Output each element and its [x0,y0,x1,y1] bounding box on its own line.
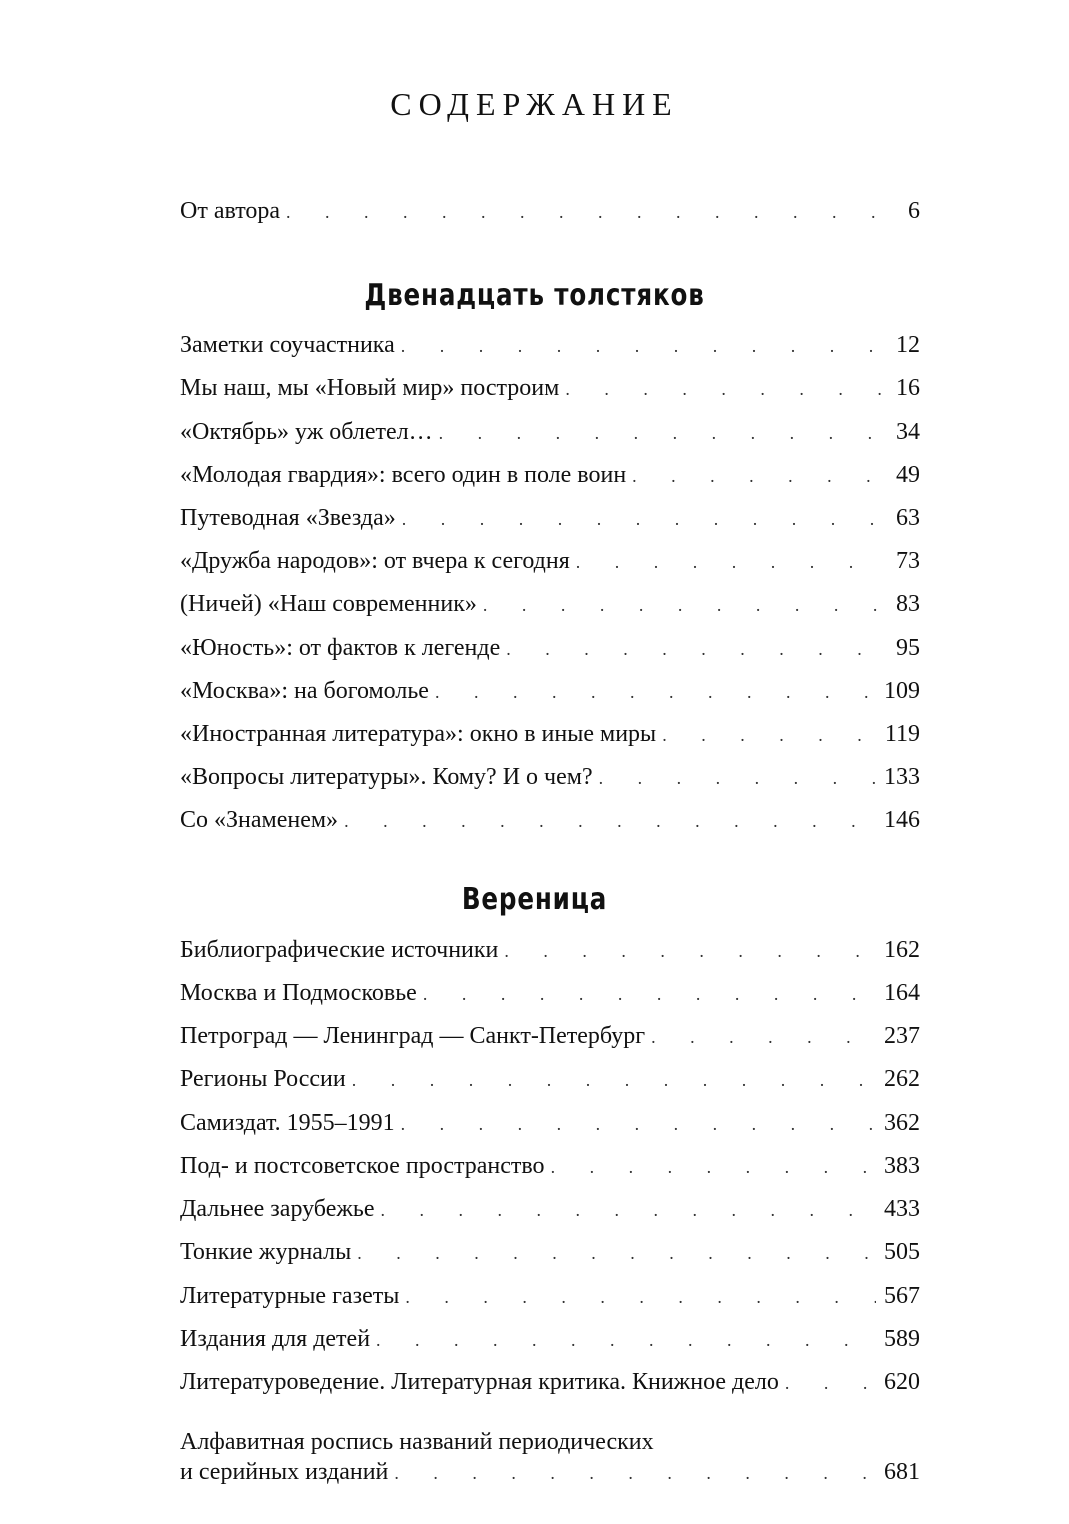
toc-entry[interactable] [180,719,920,750]
entry-title: (Ничей) «Наш современник» [180,591,477,617]
entry-title: Дальнее зарубежье [180,1196,375,1222]
dot-leader [376,1325,876,1355]
entry-title: Москва и Подмосковье [180,980,417,1006]
dot-leader [402,504,888,534]
dot-leader [632,461,888,491]
entry-page: 6 [908,198,920,224]
toc-entry[interactable] [180,417,920,448]
entry-page: 95 [896,635,920,661]
toc-entry[interactable] [180,503,920,534]
entry-page: 567 [884,1283,920,1309]
toc-entry[interactable] [180,762,920,793]
toc-entry[interactable] [180,1367,920,1398]
toc-entry[interactable] [180,1324,920,1355]
entry-title: Библиографические источники [180,937,499,963]
toc-entry[interactable] [180,676,920,707]
entry-title-line2: и серийных изданий [180,1459,389,1485]
dot-leader [483,590,888,620]
dot-leader [405,1282,876,1312]
dot-leader [401,1109,876,1139]
dot-leader [551,1152,876,1182]
entry-title: «Иностранная литература»: окно в иные миры [180,721,657,747]
entry-page: 133 [884,764,920,790]
dot-leader [599,763,876,793]
dot-leader [506,634,888,664]
toc-entry[interactable] [180,1281,920,1312]
toc-entry[interactable] [180,633,920,664]
toc-entry[interactable] [180,978,920,1009]
entry-page: 362 [884,1110,920,1136]
toc-entry[interactable] [180,935,920,966]
dot-leader [423,979,876,1009]
toc-entry[interactable] [180,1108,920,1139]
entry-page: 109 [884,678,920,704]
entry-title: «Молодая гвардия»: всего один в поле воин [180,462,627,488]
entry-page: 119 [884,721,920,747]
entry-title: «Москва»: на богомолье [180,678,429,704]
toc-entry[interactable] [180,805,920,836]
entry-title: «Дружба народов»: от вчера к сегодня [180,548,570,574]
toc-entry[interactable] [180,330,920,361]
toc-entry[interactable] [180,460,920,491]
entry-page: 16 [896,375,920,401]
entry-title: Путеводная «Звезда» [180,505,396,531]
dot-leader [785,1368,876,1398]
toc-entry-index[interactable] [180,1428,920,1488]
entry-title: Заметки соучастника [180,332,395,358]
toc-entry[interactable] [180,1237,920,1268]
toc-entry[interactable] [180,1064,920,1095]
entry-page: 383 [884,1153,920,1179]
entry-title: «Вопросы литературы». Кому? И о чем? [180,764,593,790]
entry-page: 73 [896,548,920,574]
entry-page: 34 [896,419,920,445]
entry-title-line1: Алфавитная роспись названий периодических [180,1429,654,1455]
entry-page: 83 [896,591,920,617]
section-heading-2: Вереница [461,882,608,917]
dot-leader [394,1458,876,1488]
entry-page: 681 [884,1459,920,1485]
entry-title: Литературные газеты [180,1283,400,1309]
entry-page: 237 [884,1023,920,1049]
section-heading-1: Двенадцать толстяков [364,278,705,313]
dot-leader [504,936,876,966]
dot-leader [565,374,888,404]
entry-page: 12 [896,332,920,358]
entry-title: Со «Знаменем» [180,807,339,833]
entry-title: «Октябрь» уж облетел… [180,419,433,445]
entry-title: Мы наш, мы «Новый мир» построим [180,375,560,401]
dot-leader [344,806,876,836]
entry-page: 262 [884,1066,920,1092]
entry-title: Издания для детей [180,1326,371,1352]
entry-title: Регионы России [180,1066,346,1092]
entry-title: Тонкие журналы [180,1239,352,1265]
toc-entry[interactable] [180,1021,920,1052]
entry-page: 164 [884,980,920,1006]
dot-leader [662,720,877,750]
entry-title-line2-row [180,1457,920,1488]
dot-leader [435,677,876,707]
toc-entry[interactable] [180,1151,920,1182]
toc-entry[interactable] [180,373,920,404]
dot-leader [651,1022,876,1052]
dot-leader [352,1065,876,1095]
entry-title: Самиздат. 1955–1991 [180,1110,395,1136]
entry-title: «Юность»: от фактов к легенде [180,635,501,661]
dot-leader [439,418,888,448]
dot-leader [401,331,888,361]
entry-page: 63 [896,505,920,531]
entry-page: 433 [884,1196,920,1222]
toc-entry[interactable] [180,589,920,620]
entry-page: 49 [896,462,920,488]
dot-leader [576,547,888,577]
entry-title: От автора [180,198,281,224]
entry-title: Под- и постсоветское пространство [180,1153,545,1179]
entry-title: Литературоведение. Литературная критика. Книжное дело [180,1369,779,1395]
entry-page: 146 [884,807,920,833]
entry-page: 505 [884,1239,920,1265]
toc-entry[interactable] [180,546,920,577]
entry-page: 620 [884,1369,920,1395]
entry-title: Петроград — Ленинград — Санкт-Петербург [180,1023,646,1049]
toc-entry[interactable] [180,1194,920,1225]
dot-leader [381,1195,876,1225]
entry-page: 162 [884,937,920,963]
dot-leader [357,1238,876,1268]
page-title: СОДЕРЖАНИЕ [390,86,679,122]
dot-leader [286,197,900,227]
toc-entry-intro[interactable] [180,196,920,227]
entry-page: 589 [884,1326,920,1352]
